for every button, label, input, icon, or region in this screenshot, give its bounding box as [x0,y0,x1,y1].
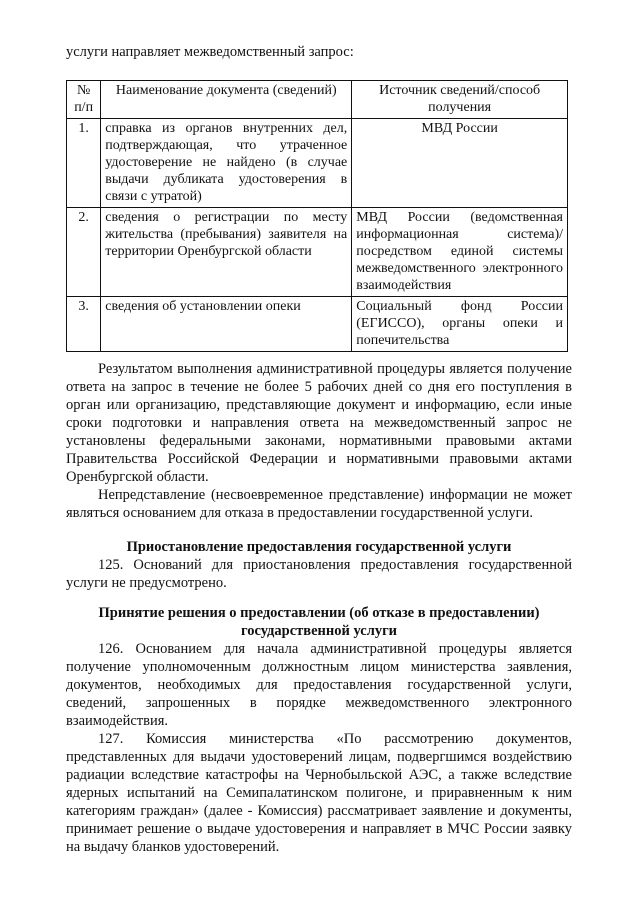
paragraph-result: Результатом выполнения административной процедуры является получение ответа на запрос в течение не более 5 рабочих дней со дня его поступления в орган или организацию, представляющие документ и информацию, если иные сроки подготовки и направления ответа на межведомственный запрос не установлены федеральными законами, нормативными правовыми актами Правительства Российской Федерации и нормативными правовыми актами Оренбургской области. [66,361,572,485]
body-text-block-2 [66,538,572,592]
paragraph-127: 127. Комиссия министерства «По рассмотрению документов, представленных для выдачи удостоверений лицам, подвергшимся воздействию радиации вследствие катастрофы на Чернобыльской АЭС, а также вследствие ядерных испытаний на Семипалатинском полигоне, и приравненным к ним категориям граждан» (далее - Комиссия) рассматривает заявление и документы, принимает решение о выдаче удостоверения и направляет в МЧС России заявку на выдачу бланков удостоверений. [66,731,572,855]
table-row [67,119,568,208]
table-row [67,297,568,352]
intro-line: услуги направляет межведомственный запрос: [66,44,354,60]
row-number: 3. [67,297,101,352]
paragraph-nonsubmission: Непредставление (несвоевременное представление) информации не может являться основанием для отказа в предоставлении государственной услуги. [66,487,572,521]
section-heading-decision: Принятие решения о предоставлении (об отказе в предоставлении) государственной услуги [98,605,540,639]
table-row [67,208,568,297]
body-text-block-1 [66,360,572,522]
row-number: 2. [67,208,101,297]
header-document: Наименование документа (сведений) [101,81,352,119]
row-source: МВД России [352,119,568,208]
row-document: сведения об установлении опеки [101,297,352,352]
row-source: Социальный фонд России (ЕГИССО), органы опеки и попечительства [352,297,568,352]
table-header-row [67,81,568,119]
row-source: МВД России (ведомственная информационная система)/ посредством единой системы межведомственного электронного взаимодействия [352,208,568,297]
row-number: 1. [67,119,101,208]
header-number: № п/п [67,81,101,119]
section-heading-suspension: Приостановление предоставления государственной услуги [126,539,512,555]
header-source: Источник сведений/способ получения [352,81,568,119]
row-document: справка из органов внутренних дел, подтверждающая, что утраченное удостоверение не найдено (в случае выдачи дубликата удостоверения в связи с утратой) [101,119,352,208]
body-text-block-3 [66,604,572,856]
paragraph-125: 125. Оснований для приостановления предоставления государственной услуги не предусмотрено. [66,557,572,591]
row-document: сведения о регистрации по месту жительства (пребывания) заявителя на территории Оренбургской области [101,208,352,297]
sources-table [66,80,568,352]
paragraph-126: 126. Основанием для начала административной процедуры является получение уполномоченным должностным лицом министерства заявления, документов, необходимых для предоставления государственной услуги, сведений, запрошенных в порядке межведомственного электронного взаимодействия. [66,641,572,729]
